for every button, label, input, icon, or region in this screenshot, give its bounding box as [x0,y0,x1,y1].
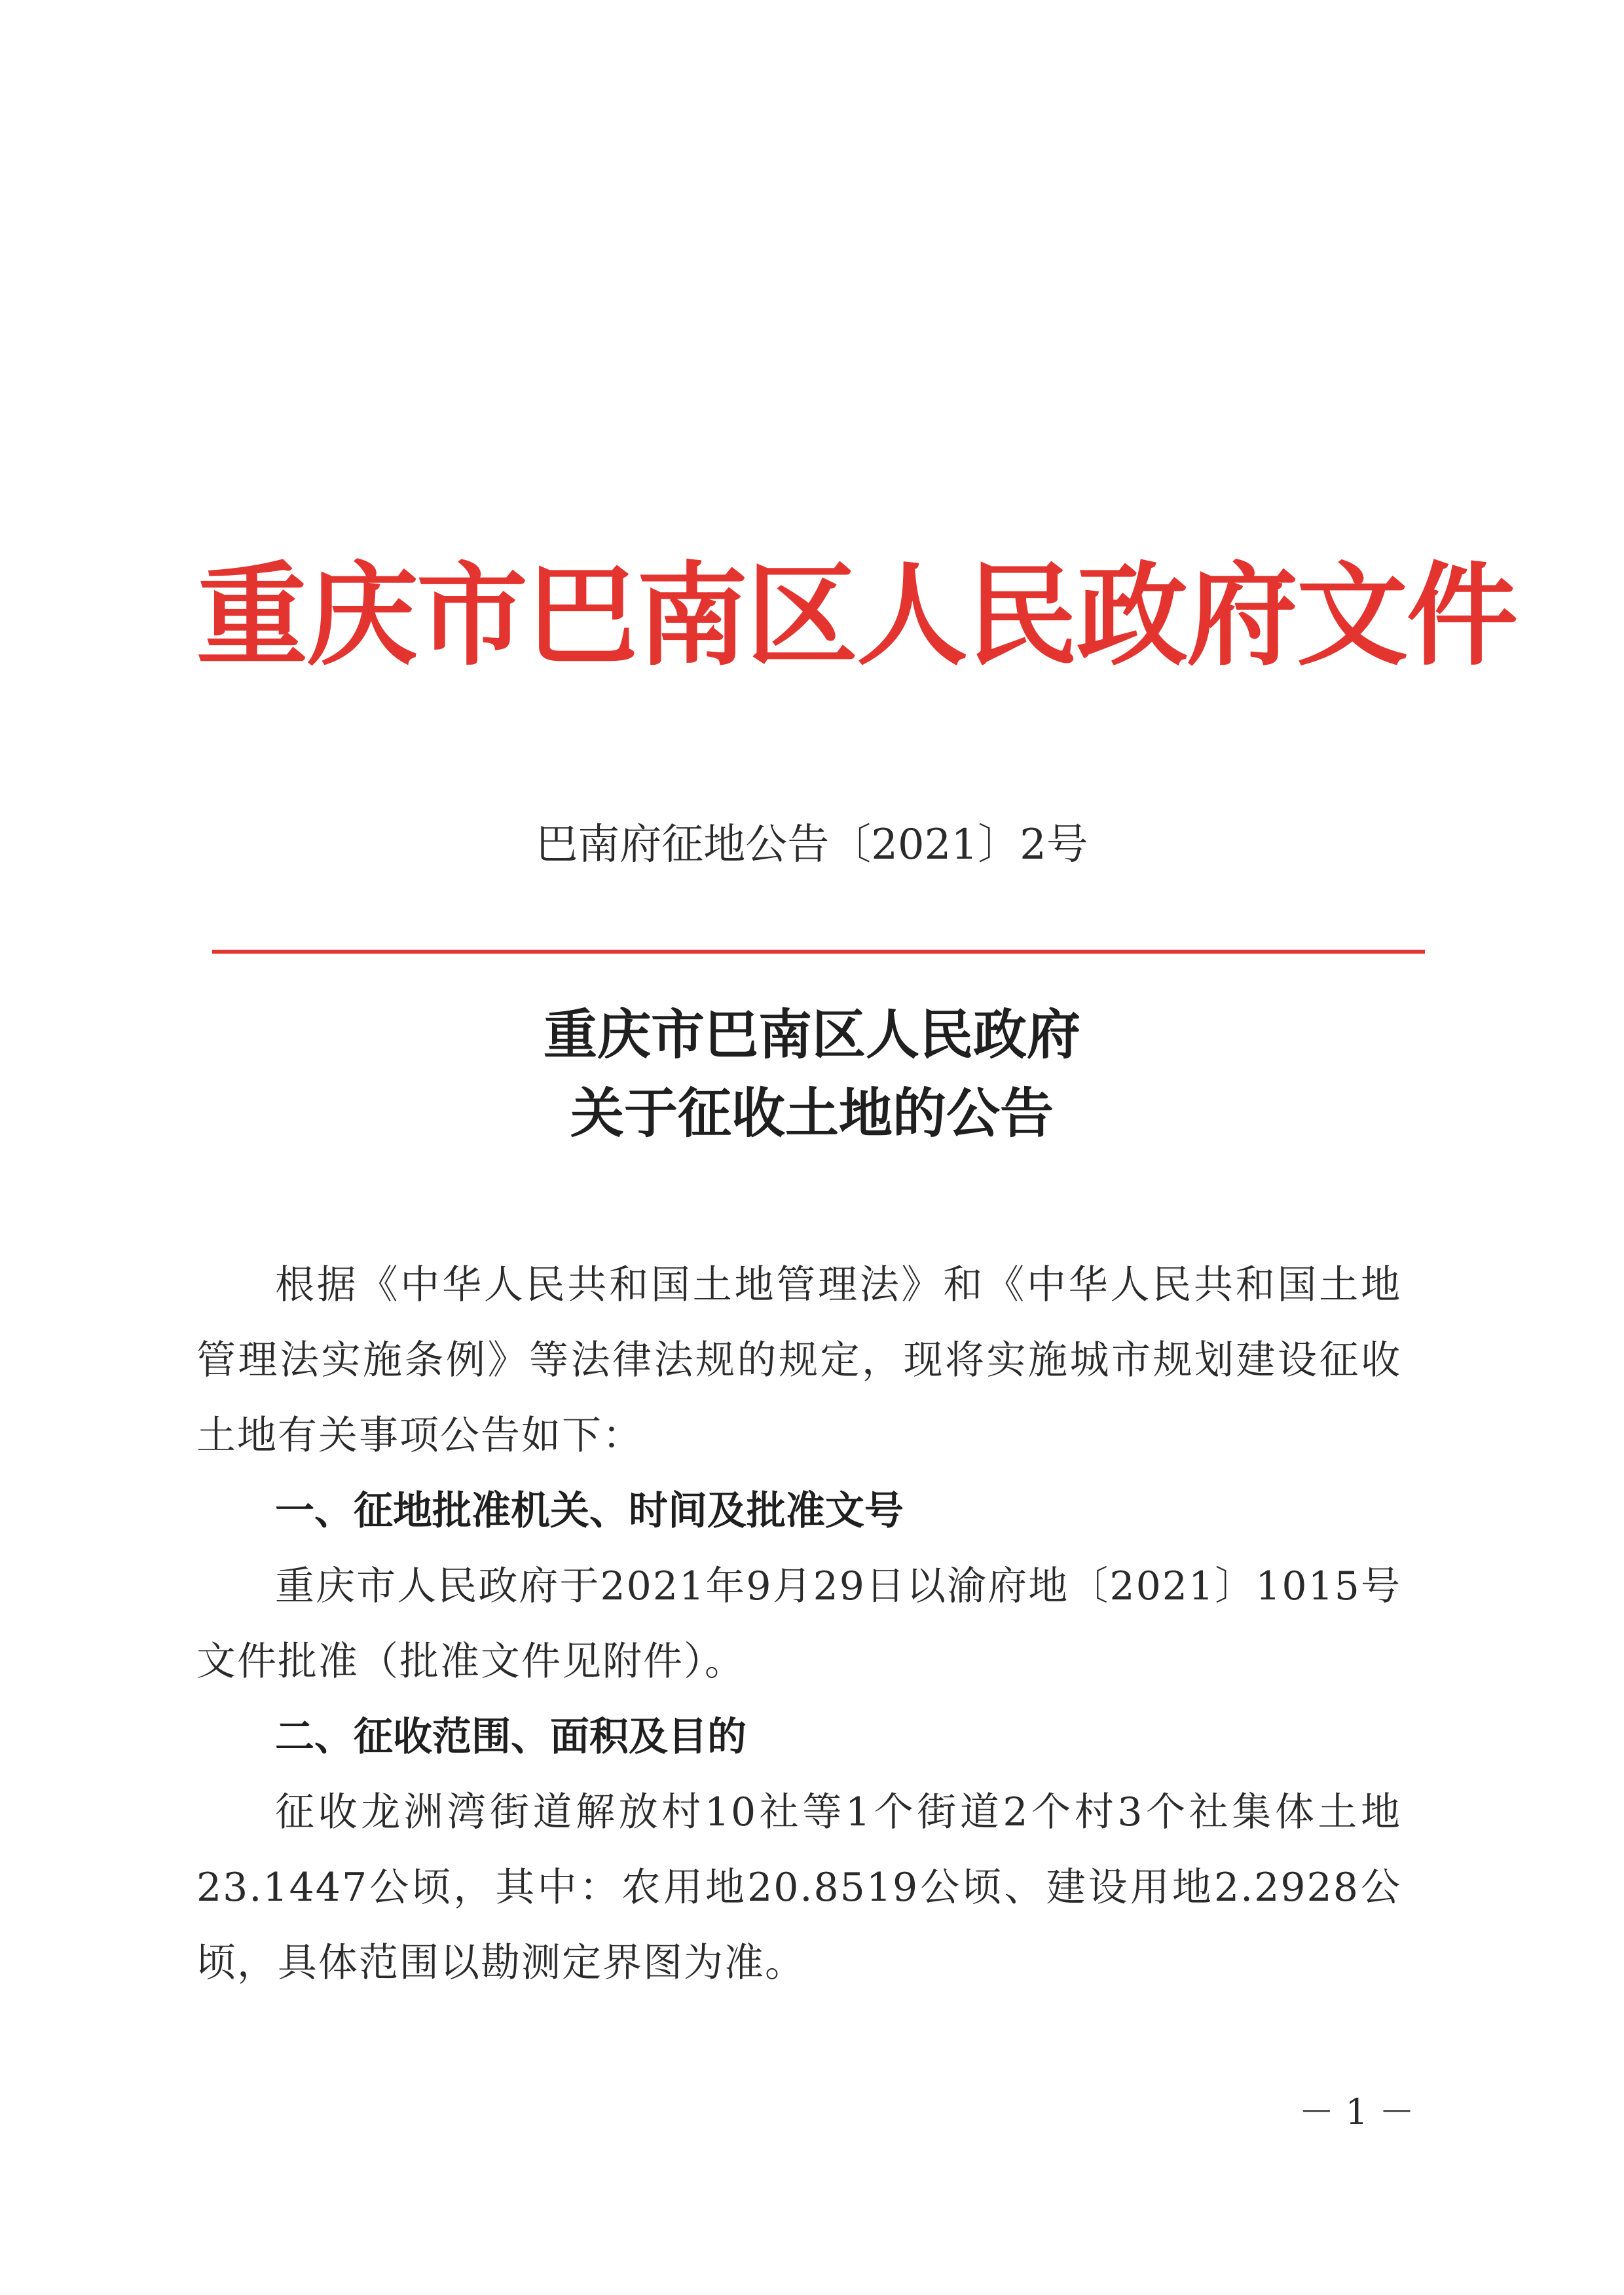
section1-paragraph: 重庆市人民政府于2021年9月29日以渝府地〔2021〕1015号文件批准（批准文件见附件）。 [196,1563,1401,1685]
section2-paragraph: 征收龙洲湾街道解放村10社等1个街道2个村3个社集体土地23.1447公顷，其中：农用地20.8519公顷、建设用地2.2928公顷，具体范围以勘测定界图为准。 [196,1789,1401,1986]
intro-paragraph: 根据《中华人民共和国土地管理法》和《中华人民共和国土地管理法实施条例》等法律法规的规定，现将实施城市规划建设征收土地有关事项公告如下： [196,1262,1401,1459]
document-body [196,1248,1401,2001]
document-title [0,996,1624,1153]
page-number: － 1 － [1299,2091,1414,2133]
document-title-line1: 重庆市巴南区人民政府 [543,1003,1080,1066]
document-number: 巴南府征地公告〔2021〕2号 [536,821,1088,869]
red-divider [212,950,1425,954]
section2-heading: 二、征收范围、面积及目的 [275,1714,747,1760]
masthead-title: 重庆市巴南区人民政府文件 [196,550,1517,681]
document-title-line2: 关于征收土地的公告 [570,1082,1054,1145]
section1-heading: 一、征地批准机关、时间及批准文号 [275,1488,904,1534]
